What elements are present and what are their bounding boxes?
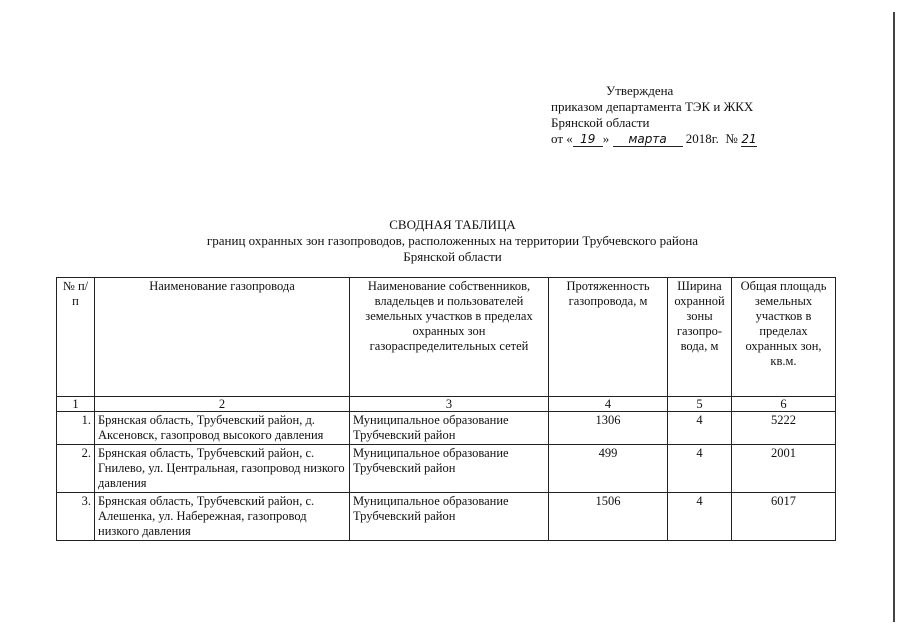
row-pipeline: Брянская область, Трубчевский район, с. Гнилево, ул. Центральная, газопровод низкого давления (95, 445, 350, 493)
row-area: 5222 (732, 412, 836, 445)
handwritten-number: 21 (741, 132, 757, 146)
header-number: № п/п (57, 278, 95, 397)
row-zone-width: 4 (668, 412, 732, 445)
handwritten-month: марта (613, 133, 683, 147)
row-area: 2001 (732, 445, 836, 493)
index-cell: 5 (668, 397, 732, 412)
number-sign: № (725, 131, 738, 146)
row-number: 2. (57, 445, 95, 493)
table-row (57, 493, 836, 541)
approval-title: Утверждена (606, 83, 674, 98)
table-index-row (57, 397, 836, 412)
row-zone-width: 4 (668, 493, 732, 541)
index-cell: 6 (732, 397, 836, 412)
index-cell: 2 (95, 397, 350, 412)
date-prefix: от « (551, 131, 573, 146)
index-cell: 1 (57, 397, 95, 412)
row-number: 3. (57, 493, 95, 541)
header-total-area: Общая площадь земельных участков в пределах охранных зон, кв.м. (732, 278, 836, 397)
approval-date-line (551, 131, 757, 147)
row-area: 6017 (732, 493, 836, 541)
approval-order-line: приказом департамента ТЭК и ЖКХ (551, 99, 754, 114)
header-owners: Наименование собственников, владельцев и пользователей земельных участков в пределах охранных зон газораспределительных сетей (350, 278, 549, 397)
index-cell: 3 (350, 397, 549, 412)
document-title (0, 217, 905, 265)
row-length: 1306 (549, 412, 668, 445)
handwritten-day: 19 (573, 133, 603, 147)
scan-edge-line (893, 12, 895, 622)
header-pipeline: Наименование газопровода (95, 278, 350, 397)
title-region: Брянской области (403, 249, 502, 264)
header-length: Протяженность газопровода, м (549, 278, 668, 397)
header-zone-width: Ширина охранной зоны газопро-вода, м (668, 278, 732, 397)
row-pipeline: Брянская область, Трубчевский район, д. Аксеновск, газопровод высокого давления (95, 412, 350, 445)
row-owner: Муниципальное образование Трубчевский район (350, 493, 549, 541)
row-length: 499 (549, 445, 668, 493)
row-owner: Муниципальное образование Трубчевский район (350, 412, 549, 445)
date-year: 2018г. (685, 131, 719, 146)
approval-region-line: Брянской области (551, 115, 650, 130)
index-cell: 4 (549, 397, 668, 412)
row-owner: Муниципальное образование Трубчевский район (350, 445, 549, 493)
row-number: 1. (57, 412, 95, 445)
table-header-row (57, 278, 836, 397)
row-zone-width: 4 (668, 445, 732, 493)
row-length: 1506 (549, 493, 668, 541)
table-row (57, 445, 836, 493)
row-pipeline: Брянская область, Трубчевский район, с. Алешенка, ул. Набережная, газопровод низкого давления (95, 493, 350, 541)
title-subheading: границ охранных зон газопроводов, расположенных на территории Трубчевского района (206, 233, 699, 248)
date-close-quote: » (602, 131, 610, 146)
title-heading: СВОДНАЯ ТАБЛИЦА (389, 217, 516, 232)
approval-block (551, 83, 757, 147)
summary-table (56, 277, 836, 541)
table-row (57, 412, 836, 445)
